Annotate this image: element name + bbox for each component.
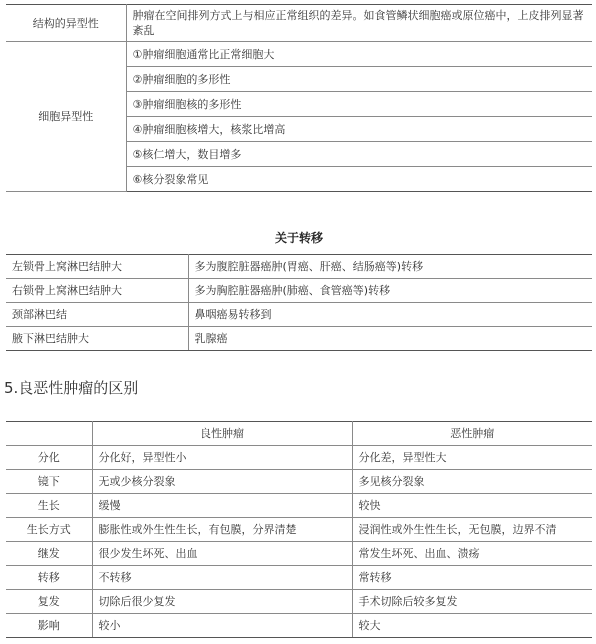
list-item: ⑤核仁增大，数目增多 xyxy=(126,142,592,167)
cell-node: 颈部淋巴结 xyxy=(6,303,188,327)
malignant-cell: 多见核分裂象 xyxy=(352,470,592,494)
benign-cell: 分化好，异型性小 xyxy=(92,446,352,470)
table-row xyxy=(6,327,592,351)
cell-origin: 乳腺癌 xyxy=(188,327,592,351)
cell-origin: 多为腹腔脏器癌肿(胃癌、肝癌、结肠癌等)转移 xyxy=(188,255,592,279)
list-item: ②肿瘤细胞的多形性 xyxy=(126,67,592,92)
benign-cell: 很少发生坏死、出血 xyxy=(92,542,352,566)
malignant-cell: 常发生坏死、出血、溃疡 xyxy=(352,542,592,566)
benign-cell: 缓慢 xyxy=(92,494,352,518)
comparison-table xyxy=(6,421,592,638)
malignant-cell: 分化差，异型性大 xyxy=(352,446,592,470)
feature-cell: 生长方式 xyxy=(6,518,92,542)
list-item: ⑥核分裂象常见 xyxy=(126,167,592,192)
feature-cell: 继发 xyxy=(6,542,92,566)
malignant-cell: 常转移 xyxy=(352,566,592,590)
header-cell: 良性肿瘤 xyxy=(92,422,352,446)
list-item: ④肿瘤细胞核增大，核浆比增高 xyxy=(126,117,592,142)
table-row xyxy=(6,303,592,327)
list-item: ①肿瘤细胞通常比正常细胞大 xyxy=(126,42,592,67)
table-row xyxy=(6,566,592,590)
table-row xyxy=(6,470,592,494)
table-header-row xyxy=(6,422,592,446)
table-row xyxy=(6,542,592,566)
malignant-cell: 浸润性或外生性生长，无包膜，边界不清 xyxy=(352,518,592,542)
malignant-cell: 较快 xyxy=(352,494,592,518)
benign-cell: 膨胀性或外生性生长，有包膜，分界清楚 xyxy=(92,518,352,542)
feature-cell: 生长 xyxy=(6,494,92,518)
header-cell: 恶性肿瘤 xyxy=(352,422,592,446)
section-title: 关于转移 xyxy=(274,231,323,245)
table-row xyxy=(6,518,592,542)
feature-cell: 转移 xyxy=(6,566,92,590)
table-row xyxy=(6,5,592,42)
atypia-table xyxy=(6,4,592,192)
malignant-cell: 手术切除后较多复发 xyxy=(352,590,592,614)
feature-cell: 分化 xyxy=(6,446,92,470)
table-row xyxy=(6,614,592,638)
cell-node: 腋下淋巴结肿大 xyxy=(6,327,188,351)
feature-cell: 影响 xyxy=(6,614,92,638)
section-heading: 5.良恶性肿瘤的区别 xyxy=(4,379,139,397)
benign-cell: 无或少核分裂象 xyxy=(92,470,352,494)
benign-cell: 切除后很少复发 xyxy=(92,590,352,614)
table-row xyxy=(6,446,592,470)
table-row xyxy=(6,42,592,67)
cell-node: 左锁骨上窝淋巴结肿大 xyxy=(6,255,188,279)
row-label: 细胞异型性 xyxy=(6,42,126,192)
header-cell xyxy=(6,422,92,446)
feature-cell: 复发 xyxy=(6,590,92,614)
benign-cell: 不转移 xyxy=(92,566,352,590)
table-row xyxy=(6,494,592,518)
row-label: 结构的异型性 xyxy=(6,5,126,42)
table-row xyxy=(6,279,592,303)
metastasis-table xyxy=(6,254,592,351)
cell-origin: 多为胸腔脏器癌肿(肺癌、食管癌等)转移 xyxy=(188,279,592,303)
row-description: 肿瘤在空间排列方式上与相应正常组织的差异。如食管鳞状细胞癌或原位癌中，上皮排列显著紊乱 xyxy=(126,5,592,42)
list-item: ③肿瘤细胞核的多形性 xyxy=(126,92,592,117)
malignant-cell: 较大 xyxy=(352,614,592,638)
table-row xyxy=(6,590,592,614)
benign-cell: 较小 xyxy=(92,614,352,638)
cell-node: 右锁骨上窝淋巴结肿大 xyxy=(6,279,188,303)
cell-origin: 鼻咽癌易转移到 xyxy=(188,303,592,327)
feature-cell: 镜下 xyxy=(6,470,92,494)
table-row xyxy=(6,255,592,279)
